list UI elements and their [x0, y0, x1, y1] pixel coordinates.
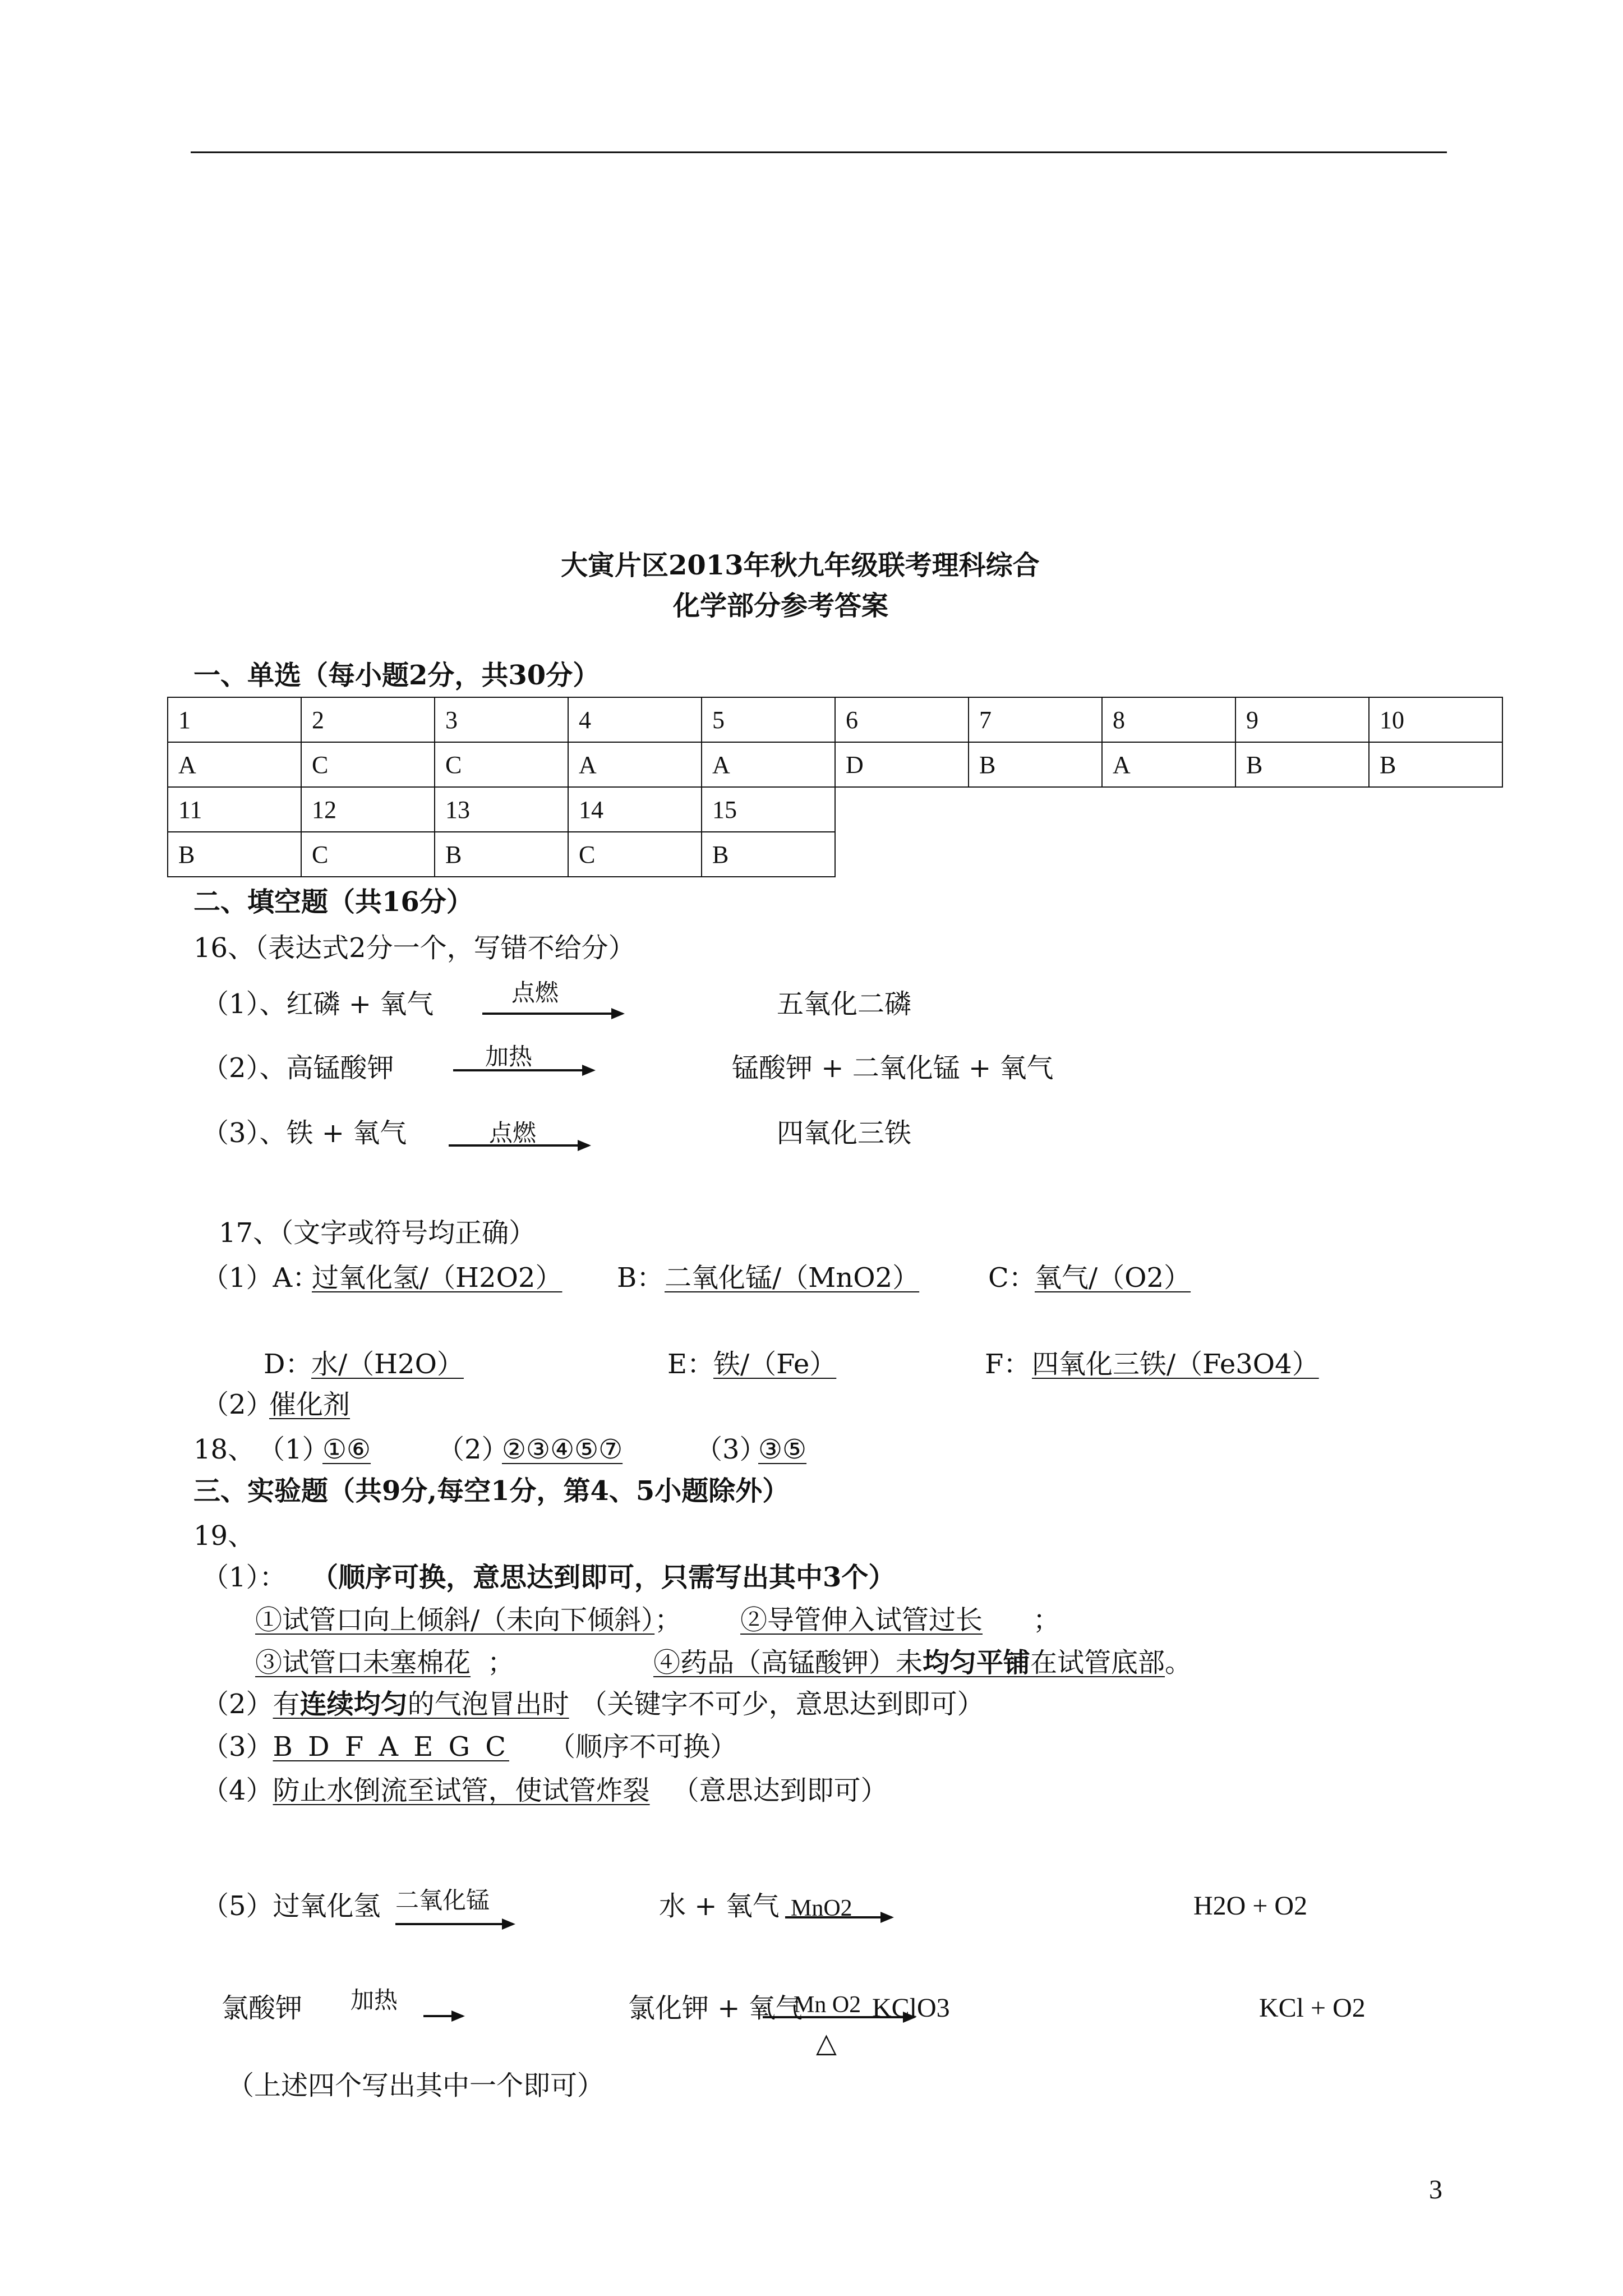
reaction-arrow: [482, 1013, 623, 1015]
answer-letter: B: [435, 832, 568, 877]
section2-heading: 二、填空题（共16分）: [193, 886, 473, 918]
question-number: 9: [1235, 697, 1369, 742]
q19-footer-note: （上述四个写出其中一个即可）: [227, 2070, 605, 2101]
answer-letter: C: [301, 832, 435, 877]
q17-e-label: E：: [667, 1349, 714, 1380]
answer-letter: A: [168, 742, 301, 787]
q19-p5-symbol-condition: MnO2: [791, 1895, 852, 1921]
answer-letter-row: [168, 832, 1502, 877]
q19-p3-note: （顺序不可换）: [548, 1731, 737, 1763]
q19-item4-b: 均匀平铺: [923, 1647, 1031, 1678]
question-number: 10: [1369, 697, 1502, 742]
q19-p5-right: 水 + 氧气: [659, 1890, 780, 1922]
q18-label: 18、: [193, 1434, 255, 1465]
q16-eq3-left: （3）、铁 + 氧气: [202, 1117, 407, 1149]
q18-p3-label: （3）: [695, 1434, 767, 1465]
q19-item2-sep: ；: [1033, 1604, 1061, 1636]
kclo3-eq-condition: 加热: [351, 1986, 398, 2014]
reaction-arrow: [395, 1923, 513, 1925]
q19-p2-c: 的气泡冒出时: [407, 1688, 569, 1720]
q19-p1-label: （1）：: [202, 1562, 287, 1593]
header-rule: [191, 151, 1447, 153]
q19-item4-c: 在试管底部: [1030, 1647, 1165, 1678]
question-number: 12: [301, 787, 435, 832]
reaction-arrow: [785, 1916, 892, 1918]
q17-a-answer: 过氧化氢/（H2O2）: [312, 1262, 562, 1294]
title-line-1: 大寅片区2013年秋九年级联考理科综合: [561, 550, 1040, 581]
q17-a-label: （1）A：: [202, 1262, 320, 1294]
q19-item3: [255, 1647, 514, 1678]
question-number: 2: [301, 697, 435, 742]
q19-item3-sep: ；: [487, 1647, 515, 1678]
kclo3-symbol-right: KCl + O2: [1259, 1993, 1366, 2023]
q19-p2-note: （关键字不可少，意思达到即可）: [580, 1688, 984, 1720]
q18-p1-answer: ①⑥: [322, 1434, 371, 1465]
q18-p1-label: （1）: [258, 1434, 329, 1465]
section1-heading: 一、单选（每小题2分，共30分）: [193, 660, 600, 691]
q16-eq3-right: 四氧化三铁: [777, 1117, 912, 1149]
kclo3-symbol-left: KClO3: [872, 1993, 950, 2023]
q17-b-answer: 二氧化锰/（MnO2）: [665, 1262, 920, 1294]
question-number: 5: [702, 697, 835, 742]
q19-p5-left: （5）过氧化氢: [202, 1890, 381, 1922]
q19-p2: [202, 1688, 984, 1720]
q18-p2-label: （2）: [437, 1434, 509, 1465]
answer-letter: B: [969, 742, 1102, 787]
kclo3-eq-right: 氯化钾 + 氧气: [628, 1993, 803, 2024]
q19-item2-text: ②导管伸入试管过长: [740, 1604, 983, 1636]
answer-letter: A: [702, 742, 835, 787]
answer-letter: B: [1369, 742, 1502, 787]
q19-item4-end: 。: [1165, 1647, 1192, 1678]
q19-p1-note: （顺序可换，意思达到即可，只需写出其中3个）: [311, 1562, 896, 1593]
kclo3-eq-left: 氯酸钾: [222, 1993, 303, 2024]
question-number: 11: [168, 787, 301, 832]
q19-item4-a: ④药品（高锰酸钾）未: [653, 1647, 923, 1678]
q19-item1-text: ①试管口向上倾斜/（未向下倾斜）: [255, 1604, 655, 1636]
answer-letter: D: [835, 742, 969, 787]
q17-e-answer: 铁/（Fe）: [713, 1349, 837, 1380]
section3-heading: 三、实验题（共9分,每空1分，第4、5小题除外）: [193, 1475, 790, 1507]
q19-p4-answer: 防止水倒流至试管，使试管炸裂: [273, 1775, 650, 1806]
q16-eq1-right: 五氧化二磷: [777, 988, 912, 1020]
reaction-arrow: [423, 2015, 463, 2017]
q16-eq1-condition: 点燃: [511, 979, 559, 1006]
kclo3-symbol-condition-top: Mn O2: [794, 1992, 861, 2018]
question-number: 6: [835, 697, 969, 742]
q19-item3-text: ③试管口未塞棉花: [255, 1647, 471, 1678]
q18-p2-answer: ②③④⑤⑦: [502, 1434, 623, 1465]
answer-letter: C: [435, 742, 568, 787]
q16-eq1-left: （1）、红磷 + 氧气: [202, 988, 434, 1020]
q19-p5-condition: 二氧化锰: [395, 1887, 490, 1914]
q17-d-answer: 水/（H2O）: [311, 1349, 464, 1380]
q19-p3-label: （3）: [202, 1731, 273, 1763]
q16-eq2-condition: 加热: [485, 1043, 533, 1070]
q17-intro: 17、（文字或符号均正确）: [219, 1217, 536, 1249]
answer-letter-row: [168, 742, 1502, 787]
question-number: 14: [568, 787, 702, 832]
question-number: 13: [435, 787, 568, 832]
question-number: 3: [435, 697, 568, 742]
q17-d-label: D：: [264, 1349, 312, 1380]
question-number: 7: [969, 697, 1102, 742]
answer-number-row: [168, 787, 1502, 832]
reaction-arrow: [449, 1144, 589, 1147]
q17-c-label: C：: [988, 1262, 1036, 1294]
q19-item1: [255, 1604, 681, 1636]
q19-p4-label: （4）: [202, 1775, 273, 1806]
q17-f-label: F：: [985, 1349, 1031, 1380]
reaction-arrow: [763, 2016, 914, 2018]
question-number: 8: [1102, 697, 1235, 742]
q18-p3-answer: ③⑤: [758, 1434, 807, 1465]
q19-item1-sep: ；: [654, 1604, 682, 1636]
q19-p4-note: （意思达到即可）: [672, 1775, 888, 1806]
q17-c-answer: 氧气/（O2）: [1035, 1262, 1191, 1294]
q19-label: 19、: [193, 1520, 255, 1552]
page-number: 3: [1429, 2175, 1442, 2205]
q16-eq3-condition: 点燃: [489, 1119, 537, 1147]
answer-letter: C: [568, 832, 702, 877]
answer-letter: C: [301, 742, 435, 787]
answer-letter: B: [1235, 742, 1369, 787]
q17-f-answer: 四氧化三铁/（Fe3O4）: [1032, 1349, 1319, 1380]
question-number: 4: [568, 697, 702, 742]
q17-p2-label: （2）: [202, 1389, 273, 1420]
question-number: 1: [168, 697, 301, 742]
reaction-arrow: [453, 1069, 593, 1071]
q19-p3-answer: B D F A E G C: [273, 1731, 509, 1763]
answer-table-row1: [167, 697, 1503, 877]
q19-p2-a: 有: [273, 1688, 300, 1720]
title-line-2: 化学部分参考答案: [673, 590, 889, 622]
question-number: 15: [702, 787, 835, 832]
q16-eq2-right: 锰酸钾 + 二氧化锰 + 氧气: [732, 1052, 1054, 1084]
answer-number-row: [168, 697, 1502, 742]
kclo3-symbol-condition-bottom: △: [816, 2027, 837, 2059]
answer-letter: A: [568, 742, 702, 787]
answer-letter: B: [168, 832, 301, 877]
q19-p5-symbol-equation: H2O + O2: [1193, 1891, 1308, 1921]
q19-p2-b: 连续均匀: [299, 1688, 408, 1720]
q17-p2-answer: 催化剂: [269, 1389, 351, 1420]
q19-item4: [653, 1647, 1192, 1678]
q16-intro: 16、（表达式2分一个，写错不给分）: [193, 932, 635, 964]
q19-p4: [202, 1775, 888, 1806]
answer-letter: A: [1102, 742, 1235, 787]
q19-p3: [202, 1731, 737, 1763]
q19-p2-label: （2）: [202, 1688, 273, 1720]
answer-letter: B: [702, 832, 835, 877]
q19-item2: [740, 1604, 1060, 1636]
q16-eq2-left: （2）、高锰酸钾: [202, 1052, 394, 1084]
q17-b-label: B：: [617, 1262, 664, 1294]
